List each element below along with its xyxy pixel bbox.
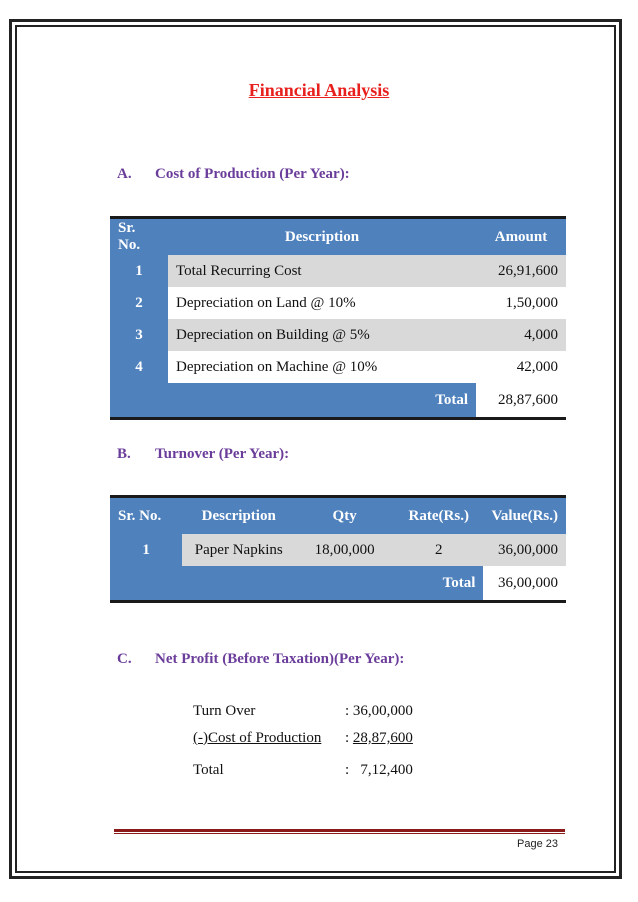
cell-qty: 18,00,000 bbox=[295, 534, 394, 566]
cost-of-production-table bbox=[110, 216, 566, 420]
cell-sr-no: 4 bbox=[110, 351, 168, 383]
page-title: Financial Analysis bbox=[248, 80, 390, 100]
section-b-title: Turnover (Per Year): bbox=[155, 446, 290, 462]
cell-amount: 4,000 bbox=[476, 319, 566, 351]
cell-rate: 2 bbox=[394, 534, 483, 566]
net-total-value: : 7,12,400 bbox=[345, 762, 413, 778]
cell-amount: 1,50,000 bbox=[476, 287, 566, 319]
net-total-label: Total bbox=[193, 762, 224, 778]
table-row bbox=[110, 534, 566, 566]
net-profit-cost-line bbox=[193, 730, 413, 747]
page-number: Page 23 bbox=[517, 838, 558, 850]
table-header-row bbox=[110, 497, 566, 535]
cost-colon: : bbox=[345, 730, 353, 746]
footer-rule-thin bbox=[114, 833, 565, 834]
section-b-letter: B. bbox=[117, 446, 131, 462]
table-total-row bbox=[110, 566, 566, 602]
col-header-description: Description bbox=[182, 497, 295, 535]
cell-sr-no: 1 bbox=[110, 534, 182, 566]
total-label: Total bbox=[110, 566, 483, 602]
cell-sr-no: 2 bbox=[110, 287, 168, 319]
table-row bbox=[110, 319, 566, 351]
section-c-letter: C. bbox=[117, 651, 132, 667]
col-header-sr-no: Sr. No. bbox=[110, 497, 182, 535]
cell-amount: 42,000 bbox=[476, 351, 566, 383]
cell-description: Depreciation on Building @ 5% bbox=[168, 319, 476, 351]
table-row bbox=[110, 287, 566, 319]
col-header-sr-no: Sr. No. bbox=[110, 218, 168, 256]
cell-description: Depreciation on Land @ 10% bbox=[168, 287, 476, 319]
cell-description: Total Recurring Cost bbox=[168, 255, 476, 287]
section-b-heading bbox=[117, 446, 289, 463]
cell-sr-no: 3 bbox=[110, 319, 168, 351]
cell-value: 36,00,000 bbox=[483, 534, 566, 566]
section-c-title: Net Profit (Before Taxation)(Per Year): bbox=[155, 651, 405, 667]
net-profit-total-line bbox=[193, 762, 413, 779]
section-a-heading bbox=[117, 166, 350, 183]
turnover-value: : 36,00,000 bbox=[345, 703, 413, 719]
table-row bbox=[110, 351, 566, 383]
col-header-amount: Amount bbox=[476, 218, 566, 256]
cell-amount: 26,91,600 bbox=[476, 255, 566, 287]
net-profit-turnover-line bbox=[193, 703, 413, 720]
col-header-rate: Rate(Rs.) bbox=[394, 497, 483, 535]
cost-label: (-)Cost of Production bbox=[193, 730, 322, 746]
total-label: Total bbox=[110, 383, 476, 419]
table-total-row bbox=[110, 383, 566, 419]
cost-label-wrap bbox=[193, 730, 345, 747]
total-value: 36,00,000 bbox=[483, 566, 566, 602]
cell-description: Paper Napkins bbox=[182, 534, 295, 566]
col-header-qty: Qty bbox=[295, 497, 394, 535]
cell-sr-no: 1 bbox=[110, 255, 168, 287]
cell-description: Depreciation on Machine @ 10% bbox=[168, 351, 476, 383]
section-a-title: Cost of Production (Per Year): bbox=[155, 166, 350, 182]
table-header-row bbox=[110, 218, 566, 256]
total-value: 28,87,600 bbox=[476, 383, 566, 419]
turnover-table bbox=[110, 495, 566, 603]
col-header-description: Description bbox=[168, 218, 476, 256]
turnover-label: Turn Over bbox=[193, 703, 256, 719]
table-row bbox=[110, 255, 566, 287]
section-c-heading bbox=[117, 651, 404, 668]
footer-rule bbox=[114, 829, 565, 832]
section-a-letter: A. bbox=[117, 166, 132, 182]
cost-value: 28,87,600 bbox=[352, 730, 413, 746]
col-header-value: Value(Rs.) bbox=[483, 497, 566, 535]
